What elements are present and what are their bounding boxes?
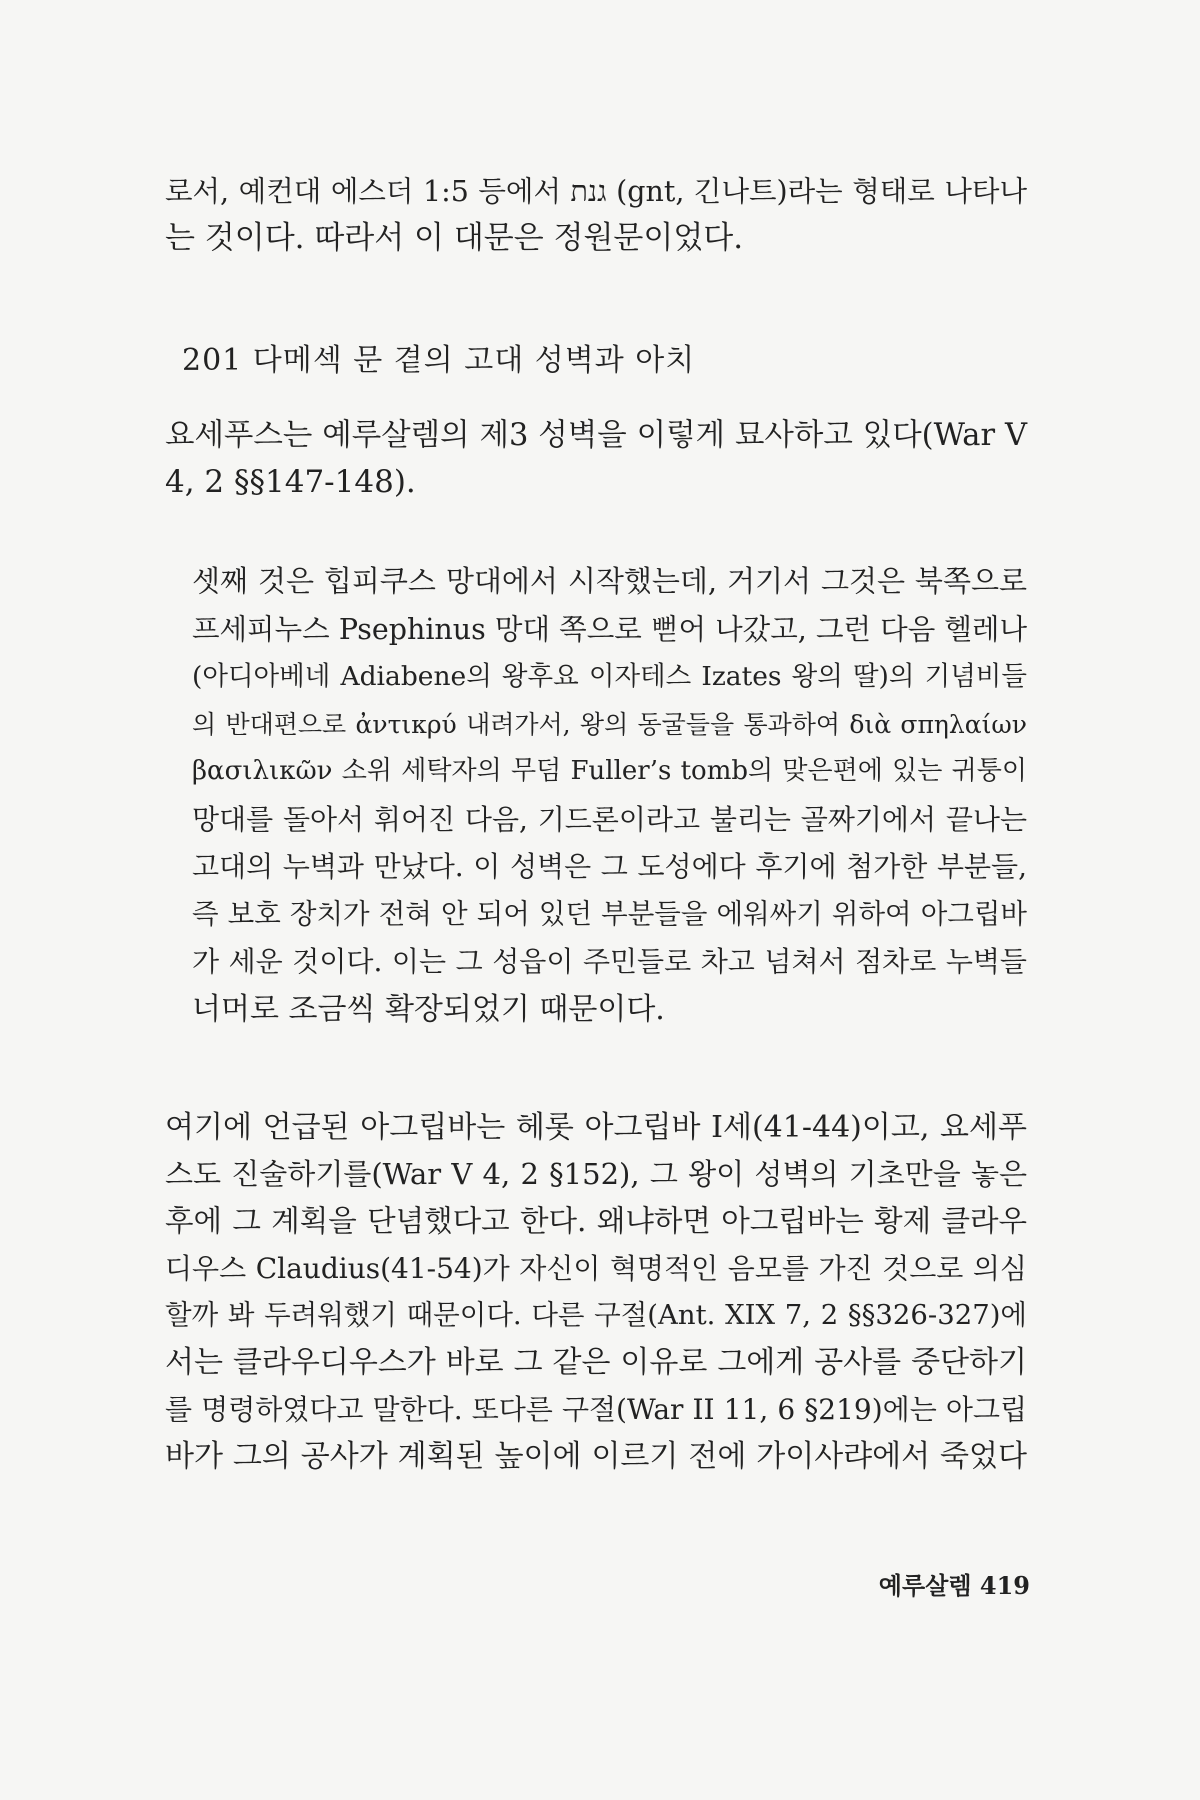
quote-line: (아디아베네 Adiabene의 왕후요 이자테스 Izates 왕의 딸)의 기념비들 bbox=[192, 661, 1027, 692]
quote-line: 즉 보호 장치가 전혀 안 되어 있던 부분들을 에워싸기 위하여 아그립바 bbox=[192, 897, 1027, 930]
quote-line: βασιλικῶν 소위 세탁자의 무덤 Fuller’s tomb의 맞은편에 있는 귀퉁이 bbox=[192, 756, 1027, 786]
text-line: 할까 봐 두려워했기 때문이다. 다른 구절(Ant. XIX 7, 2 §§326-327)에 bbox=[165, 1299, 1027, 1331]
description-paragraph bbox=[165, 412, 1027, 506]
page-number: 419 bbox=[979, 1571, 1030, 1600]
text-line: 후에 그 계획을 단념했다고 한다. 왜냐하면 아그립바는 황제 클라우 bbox=[165, 1204, 1027, 1238]
text-line: 로서, 예컨대 에스더 1:5 등에서 גנת (gnt, 긴나트)라는 형태로 나타나 bbox=[165, 175, 1027, 208]
text-line: 디우스 Claudius(41-54)가 자신이 혁명적인 음모를 가진 것으로 의심 bbox=[165, 1252, 1027, 1285]
text-line: 요세푸스는 예루살렘의 제3 성벽을 이렇게 묘사하고 있다(War V bbox=[165, 418, 1027, 453]
quote-line: 셋째 것은 힙피쿠스 망대에서 시작했는데, 거기서 그것은 북쪽으로 bbox=[192, 564, 1027, 598]
page-footer bbox=[860, 1566, 1030, 1601]
quote-line: 의 반대편으로 ἀντικρύ 내려가서, 왕의 동굴들을 통과하여 διὰ σπηλαίων bbox=[192, 709, 1027, 739]
block-quote bbox=[192, 558, 1027, 1033]
section-heading: 201 다메섹 문 곁의 고대 성벽과 아치 bbox=[182, 343, 696, 378]
running-title: 예루살렘 bbox=[878, 1571, 972, 1600]
body-paragraph bbox=[165, 1104, 1027, 1480]
text-line: 여기에 언급된 아그립바는 헤롯 아그립바 I세(41-44)이고, 요세푸 bbox=[165, 1110, 1027, 1145]
text-line: 서는 클라우디우스가 바로 그 같은 이유로 그에게 공사를 중단하기 bbox=[165, 1345, 1027, 1380]
intro-paragraph bbox=[165, 168, 1027, 262]
text-line: 4, 2 §§147-148). bbox=[165, 464, 416, 500]
text-line: 바가 그의 공사가 계획된 높이에 이르기 전에 가이사랴에서 죽었다 bbox=[165, 1439, 1027, 1474]
quote-line: 고대의 누벽과 만났다. 이 성벽은 그 도성에다 후기에 첨가한 부분들, bbox=[192, 850, 1027, 883]
text-line: 스도 진술하기를(War V 4, 2 §152), 그 왕이 성벽의 기초만을 놓은 bbox=[165, 1157, 1027, 1191]
quote-line: 너머로 조금씩 확장되었기 때문이다. bbox=[192, 991, 665, 1027]
quote-line: 망대를 돌아서 휘어진 다음, 기드론이라고 불리는 골짜기에서 끝나는 bbox=[192, 802, 1027, 836]
text-line: 는 것이다. 따라서 이 대문은 정원문이었다. bbox=[165, 220, 744, 256]
quote-line: 가 세운 것이다. 이는 그 성읍이 주민들로 차고 넘쳐서 점차로 누벽들 bbox=[192, 945, 1027, 978]
quote-line: 프세피누스 Psephinus 망대 쪽으로 뻗어 나갔고, 그런 다음 헬레나 bbox=[192, 612, 1027, 646]
text-line: 를 명령하였다고 말한다. 또다른 구절(War II 11, 6 §219)에는 아그립 bbox=[165, 1393, 1027, 1426]
